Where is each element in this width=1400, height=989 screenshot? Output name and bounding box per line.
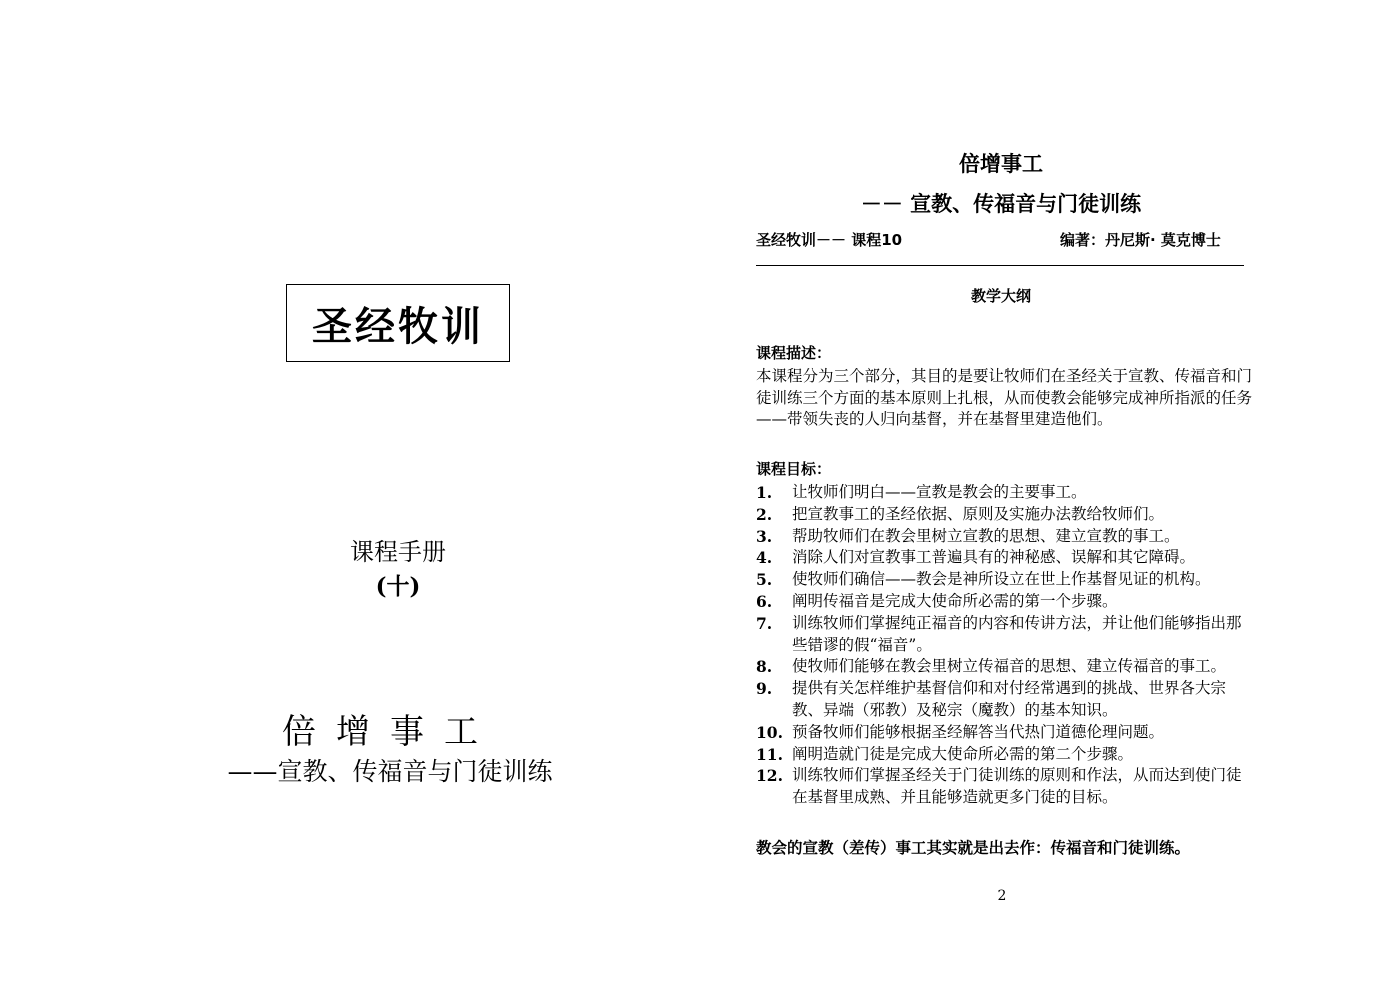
objective-number: 11.: [756, 744, 783, 764]
objective-number: 2.: [756, 504, 773, 524]
objectives-list: [756, 482, 1256, 809]
objectives-heading: 课程目标：: [756, 460, 832, 478]
objective-item: [756, 547, 1256, 569]
author-label: 编著：丹尼斯· 莫克博士: [1060, 231, 1221, 249]
objective-item: [756, 744, 1256, 766]
objective-item: [756, 482, 1256, 504]
objective-number: 4.: [756, 548, 773, 568]
objective-number: 9.: [756, 679, 773, 699]
objective-item: [756, 504, 1256, 526]
handbook-label: 课程手册: [350, 538, 446, 566]
objective-number: 12.: [756, 766, 783, 786]
description-heading: 课程描述：: [756, 344, 832, 362]
objective-number: 7.: [756, 613, 773, 633]
page-number: 2: [997, 888, 1007, 904]
objective-text: 训练牧师们掌握纯正福音的内容和传讲方法，并让他们能够指出那些错谬的假“福音”。: [792, 613, 1242, 654]
objective-item: [756, 591, 1256, 613]
objective-item: [756, 656, 1256, 678]
header-divider: [756, 265, 1244, 266]
objective-text: 把宣教事工的圣经依据、原则及实施办法教给牧师们。: [792, 504, 1165, 523]
objective-text: 帮助牧师们在教会里树立宣教的思想、建立宣教的事工。: [792, 526, 1180, 545]
objective-number: 6.: [756, 591, 773, 611]
objective-number: 3.: [756, 526, 773, 546]
objective-number: 1.: [756, 483, 773, 502]
objective-number: 5.: [756, 570, 773, 590]
syllabus-heading: 教学大纲: [970, 287, 1031, 305]
objective-text: 阐明传福音是完成大使命所必需的第一个步骤。: [792, 591, 1118, 610]
cover-title: 倍增事工: [282, 712, 498, 752]
objective-text: 使牧师们确信——教会是神所设立在世上作基督见证的机构。: [792, 570, 1211, 589]
objective-item: [756, 678, 1256, 722]
course-series-title-box: 圣经牧训: [286, 284, 510, 362]
conclusion-text: 教会的宣教（差传）事工其实就是出去作：传福音和门徒训练。: [756, 839, 1191, 857]
cover-subtitle: ——宣教、传福音与门徒训练: [227, 757, 553, 786]
objective-text: 阐明造就门徒是完成大使命所必需的第二个步骤。: [792, 744, 1134, 763]
course-label: 圣经牧训－－ 课程10: [756, 231, 903, 249]
objective-text: 预备牧师们能够根据圣经解答当代热门道德伦理问题。: [792, 722, 1165, 741]
objective-text: 使牧师们能够在教会里树立传福音的思想、建立传福音的事工。: [792, 657, 1227, 676]
objective-item: [756, 722, 1256, 744]
objective-item: [756, 569, 1256, 591]
volume-label: (十): [375, 573, 421, 600]
page-title: 倍增事工: [959, 152, 1043, 176]
objective-number: 10.: [756, 722, 783, 742]
page-subtitle: －－ 宣教、传福音与门徒训练: [860, 192, 1142, 216]
description-text: 本课程分为三个部分，其目的是要让牧师们在圣经关于宣教、传福音和门徒训练三个方面的基本原则上扎根，从而使教会能够完成神所指派的任务——带领失丧的人归向基督，并在基督里建造他们。: [756, 367, 1253, 428]
objective-text: 提供有关怎样维护基督信仰和对付经常遇到的挑战、世界各大宗教、异端（邪教）及秘宗（魔教）的基本知识。: [792, 679, 1227, 719]
objective-number: 8.: [756, 657, 773, 677]
objective-text: 让牧师们明白——宣教是教会的主要事工。: [792, 483, 1087, 501]
objective-text: 训练牧师们掌握圣经关于门徒训练的原则和作法，从而达到使门徒在基督里成熟、并且能够造就更多门徒的目标。: [792, 766, 1242, 807]
objective-text: 消除人们对宣教事工普遍具有的神秘感、误解和其它障碍。: [792, 548, 1196, 567]
objective-item: [756, 526, 1256, 548]
objective-item: [756, 765, 1256, 809]
objective-item: [756, 613, 1256, 657]
